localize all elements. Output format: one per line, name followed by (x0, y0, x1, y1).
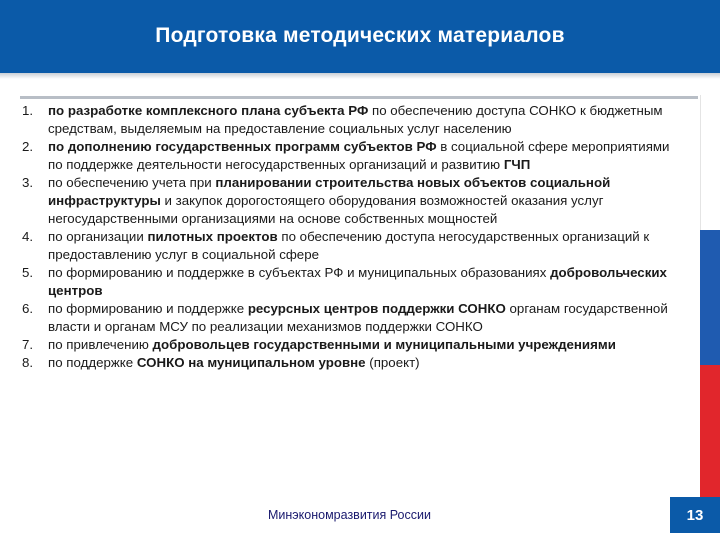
page-number: 13 (686, 506, 704, 524)
list-item-text: по формированию и поддержке в субъектах РФ и муниципальных образованиях (48, 265, 551, 280)
footer-organization: Минэкономразвития России (268, 508, 431, 522)
list-item-number: 4. (22, 229, 34, 244)
list-item-number: 1. (22, 103, 34, 118)
russian-flag-stripe (700, 95, 720, 500)
list-item-text: по привлечению (48, 337, 153, 352)
list-item-text: и закупок дорогостоящего оборудования возможностей оказания услуг негосударственными организациями на основе собственных мощностей (48, 193, 604, 226)
list-item-emphasis: по дополнению государственных программ субъектов РФ (48, 139, 437, 154)
page-number-badge (670, 497, 720, 533)
list-item-emphasis: ГЧП (503, 157, 531, 172)
list-item-emphasis: СОНКО на муниципальном уровне (136, 355, 366, 370)
list-item (22, 174, 672, 228)
list-item-text: по поддержке (48, 355, 137, 370)
list-item-number: 6. (22, 301, 34, 316)
header-shadow (0, 73, 720, 79)
list-item (22, 300, 672, 336)
list-item-number: 7. (22, 337, 34, 352)
flag-blue-band (700, 230, 720, 365)
list-item (22, 102, 672, 138)
list-item-number: 8. (22, 355, 34, 370)
list-item-number: 3. (22, 175, 34, 190)
list-item-text: (проект) (365, 355, 420, 370)
header-bar (0, 0, 720, 73)
flag-white-band (700, 95, 720, 230)
list-item-emphasis: пилотных проектов (147, 229, 278, 244)
list-item (22, 138, 672, 174)
list-item-emphasis: добровольцев государственными и муниципальными учреждениями (152, 337, 616, 352)
list-item-text: по формированию и поддержке (48, 301, 248, 316)
divider-line (20, 96, 698, 99)
page-title: Подготовка методических материалов (155, 24, 565, 47)
list-item-text: по организации (48, 229, 148, 244)
list-item-emphasis: планировании строительства новых объектов социальной инфраструктуры (48, 175, 611, 208)
list-item-text: органам государственной власти и органам МСУ по реализации механизмов поддержки СОНКО (48, 301, 668, 334)
list-item-text: по обеспечению доступа негосударственных организаций к предоставлению услуг в социальной сфере (48, 229, 650, 262)
list-item-text: по обеспечению учета при (48, 175, 216, 190)
list-item-number: 2. (22, 139, 34, 154)
list-item (22, 228, 672, 264)
numbered-list (22, 102, 672, 372)
list-item (22, 336, 672, 354)
list-item (22, 264, 672, 300)
list-item-emphasis: ресурсных центров поддержки СОНКО (247, 301, 506, 316)
list-item (22, 354, 672, 372)
list-item-number: 5. (22, 265, 34, 280)
list-item-emphasis: по разработке комплексного плана субъекта РФ (48, 103, 369, 118)
list-item-text: в социальной сфере мероприятиями по поддержке деятельности негосударственных организаций и развитию (48, 139, 670, 172)
flag-red-band (700, 365, 720, 500)
list-item-emphasis: добровольческих центров (48, 265, 667, 298)
list-item-text: по обеспечению доступа СОНКО к бюджетным средствам, выделяемым на предоставление социальных услуг населению (48, 103, 663, 136)
